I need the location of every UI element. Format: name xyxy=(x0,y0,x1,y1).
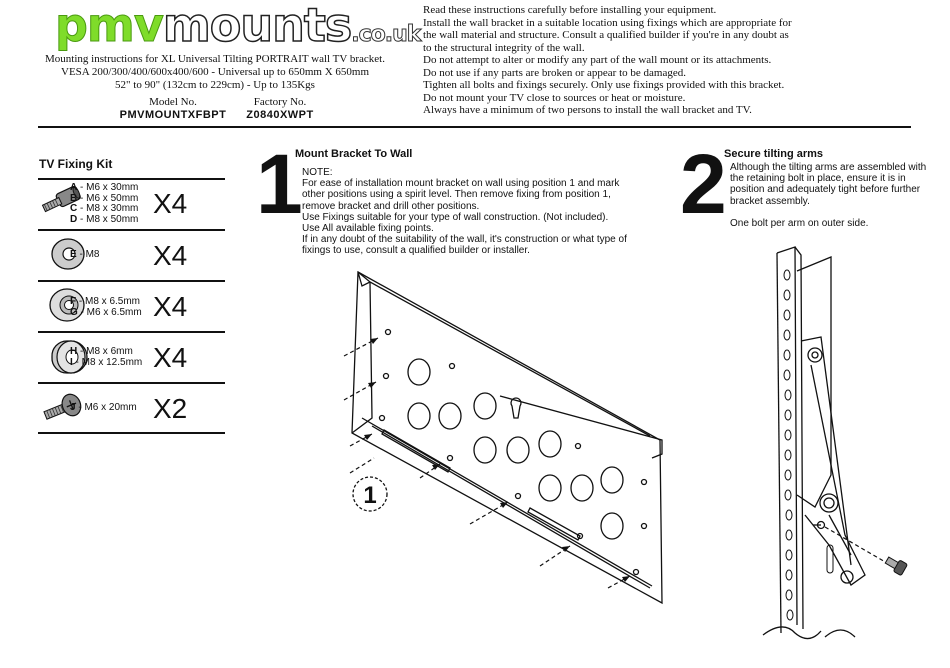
kit-letter: C xyxy=(70,203,78,214)
kit-letter: A xyxy=(70,182,78,193)
note-line: NOTE: xyxy=(302,167,333,178)
product-intro xyxy=(40,53,390,92)
kit-spec: M8 x 30mm xyxy=(86,203,139,214)
header-divider xyxy=(38,126,911,128)
kit-letter: B xyxy=(70,192,78,204)
logo-mounts: mounts xyxy=(162,0,352,52)
safety-line: Do not use if any parts are broken or appear to be damaged. xyxy=(423,66,686,79)
callout-label: 1 xyxy=(363,482,377,509)
kit-spec: M6 x 6.5mm xyxy=(86,306,142,318)
kit-labels: J - M6 x 20mm xyxy=(70,402,137,413)
kit-spec: M8 xyxy=(85,249,100,260)
kit-qty: X4 xyxy=(153,188,188,219)
intro-line: Mounting instructions for XL Universal Tilting PORTRAIT wall TV bracket. xyxy=(45,53,385,65)
logo-pmv: pmv xyxy=(55,0,163,52)
kit-title: TV Fixing Kit xyxy=(39,157,113,171)
kit-letter: F xyxy=(70,296,77,307)
note-line xyxy=(730,207,940,218)
safety-line: Always have a minimum of two persons to install the wall bracket and TV. xyxy=(423,104,752,116)
kit-qty: X2 xyxy=(153,393,188,424)
note-line: Use Fixings suitable for your type of wall construction. (Not included). xyxy=(302,211,609,223)
retaining-bolt-icon xyxy=(884,554,908,575)
note-line: One bolt per arm on outer side. xyxy=(730,217,869,229)
kit-labels: E - M8 xyxy=(70,249,100,260)
step1-note xyxy=(302,167,662,257)
note-line: Use All available fixing points. xyxy=(302,223,434,235)
kit-letter: I xyxy=(70,356,73,368)
note-line: other positions using a spirit level. Then remove fixing from position 1, xyxy=(302,189,611,201)
kit-spec: M8 x 12.5mm xyxy=(81,356,143,368)
model-number xyxy=(118,96,228,122)
step2-number: 2 xyxy=(680,137,727,231)
step1-number: 1 xyxy=(256,137,303,231)
kit-letter: H xyxy=(70,346,78,357)
safety-line: Do not mount your TV close to sources or heat or moisture. xyxy=(423,91,686,104)
kit-letter: D xyxy=(70,213,78,225)
note-line: If in any doubt of the suitability of the wall, it's construction or what type of xyxy=(302,234,627,246)
pmv-logo xyxy=(55,0,420,60)
kit-spec: M8 x 6.5mm xyxy=(85,296,141,307)
kit-spec: M8 x 50mm xyxy=(86,213,139,225)
factory-value: Z0840XWPT xyxy=(246,109,314,121)
factory-number xyxy=(230,96,330,122)
kit-spec: M6 x 30mm xyxy=(86,182,139,193)
kit-letter: E xyxy=(70,249,77,260)
note-line: For ease of installation mount bracket on wall using position 1 and mark xyxy=(302,178,620,190)
step1-title: Mount Bracket To Wall xyxy=(295,148,413,160)
safety-line: to the structural integrity of the wall. xyxy=(423,41,585,54)
wall-bracket-illustration xyxy=(340,268,670,608)
kit-qty: X4 xyxy=(153,291,188,322)
logo-tld: .co.uk xyxy=(351,22,421,47)
kit-letter: J xyxy=(70,402,76,413)
model-value: PMVMOUNTXFBPT xyxy=(119,109,227,121)
kit-labels: H - M8 x 6mm I - M8 x 12.5mm xyxy=(70,346,143,368)
note-line: fixings to use, consult a qualified builder or installer. xyxy=(302,245,530,257)
intro-line: 52" to 90" (132cm to 229cm) - Up to 135Kgs xyxy=(115,79,315,91)
intro-line: VESA 200/300/400/600x400/600 - Universal up to 650mm X 650mm xyxy=(61,66,369,78)
safety-line: Do not attempt to alter or modify any part of the wall mount or its attachments. xyxy=(423,54,772,66)
safety-line: Install the wall bracket in a suitable location using fixings which are appropriate for xyxy=(423,16,792,29)
note-line: Although the tilting arms are assembled with xyxy=(730,162,927,173)
kit-letter: G xyxy=(70,306,78,318)
kit-qty: X4 xyxy=(153,240,188,271)
tilting-arm-illustration xyxy=(755,245,915,645)
kit-labels: A - M6 x 30mm B - M6 x 50mm C - M8 x 30mm D - M8 x 50mm xyxy=(70,182,139,225)
kit-spec: M6 x 50mm xyxy=(86,192,139,204)
safety-instructions xyxy=(423,4,818,117)
kit-spec: M6 x 20mm xyxy=(84,402,137,413)
kit-spec: M8 x 6mm xyxy=(86,346,133,357)
model-label: Model No. xyxy=(149,96,197,108)
note-line: the retaining bolt in place, ensure it is in xyxy=(730,173,906,185)
step2-title: Secure tilting arms xyxy=(724,148,824,160)
step2-note xyxy=(730,162,940,229)
kit-labels: F - M8 x 6.5mm G - M6 x 6.5mm xyxy=(70,296,142,318)
safety-line: the wall material and structure. Consult a qualified builder if you're in any doubt as xyxy=(423,29,789,41)
note-line: position and adequately tight before further xyxy=(730,184,921,196)
safety-line: Tighten all bolts and fixings securely. Only use fixings provided with this bracket. xyxy=(423,79,785,91)
note-line: remove bracket and drill other positions. xyxy=(302,200,480,212)
safety-line: Read these instructions carefully before installing your equipment. xyxy=(423,4,717,16)
kit-qty: X4 xyxy=(153,342,188,373)
factory-label: Factory No. xyxy=(253,96,307,108)
note-line: bracket assembly. xyxy=(730,195,810,207)
